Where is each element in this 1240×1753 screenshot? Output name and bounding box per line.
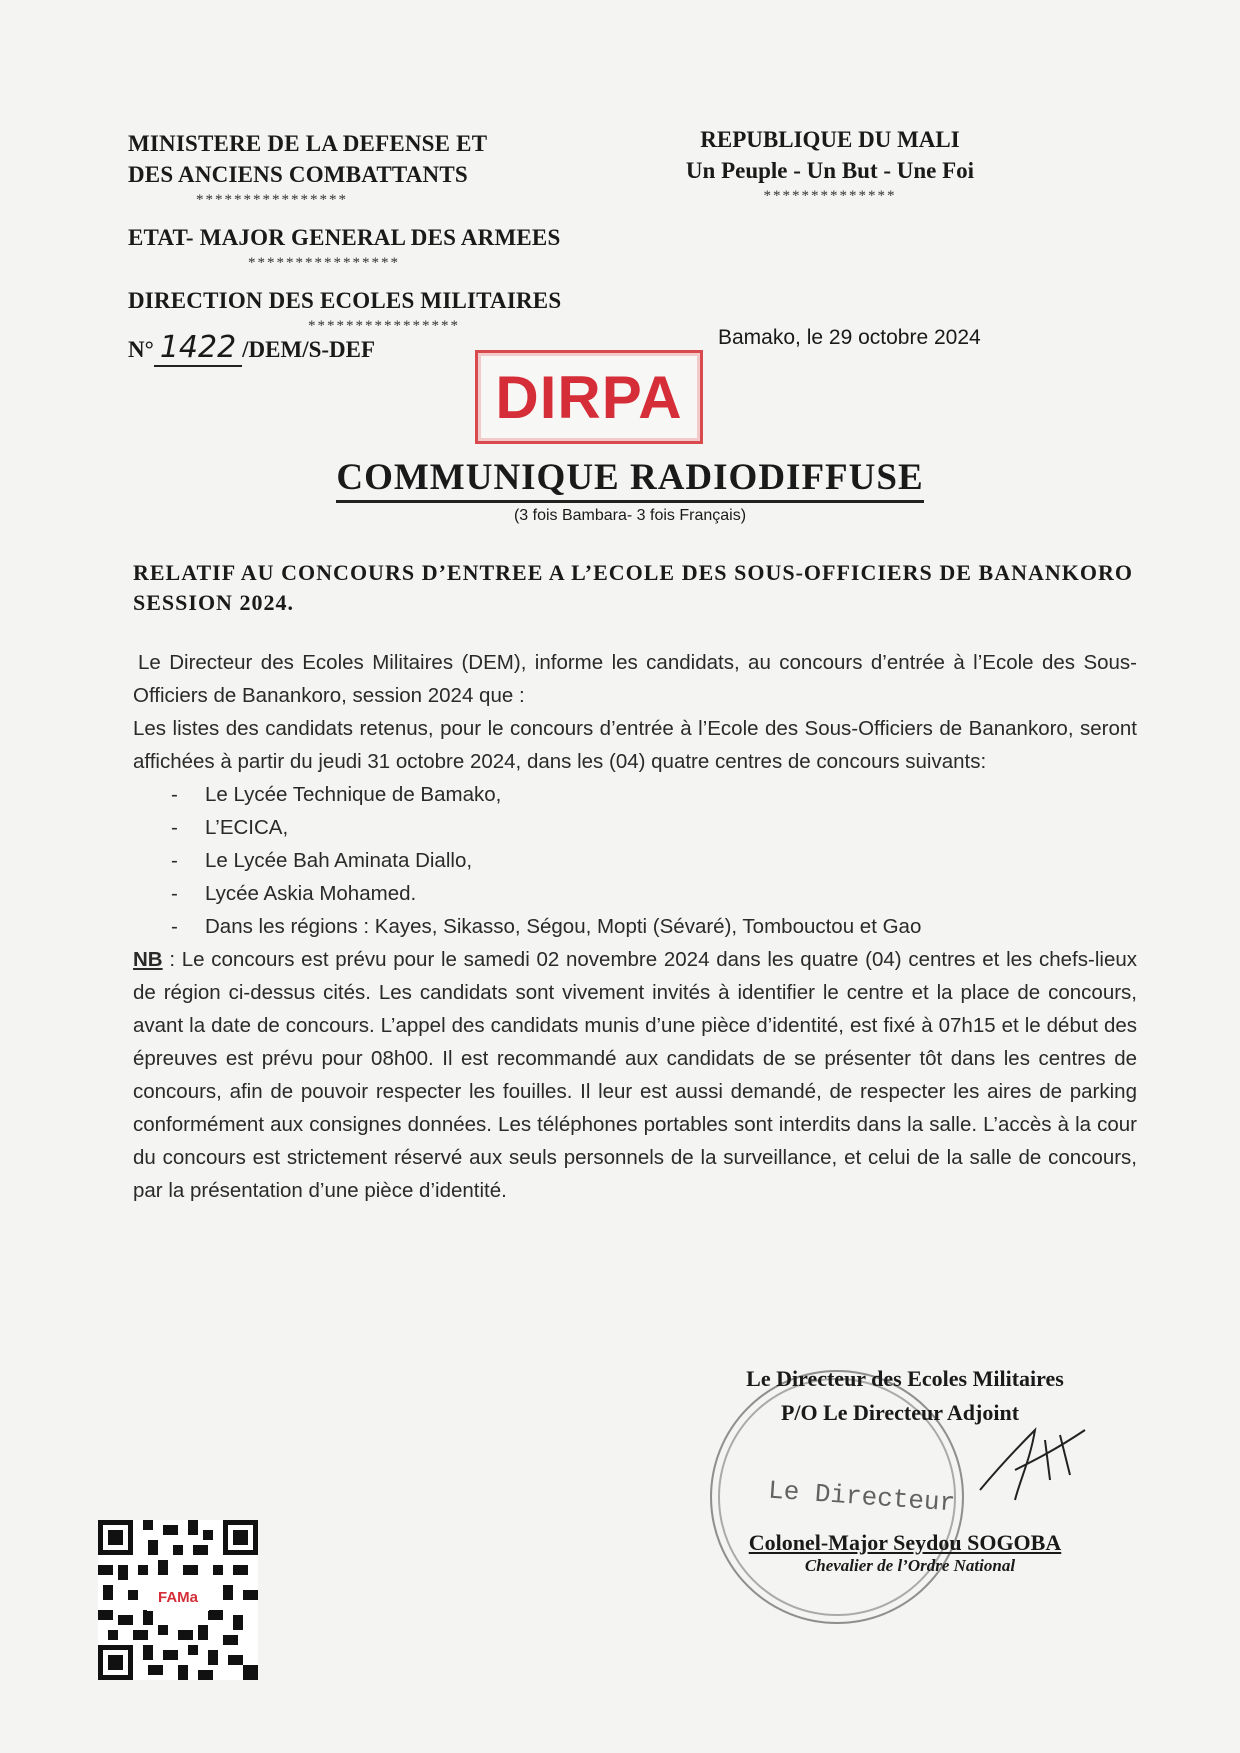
separator-stars-1: ****************	[196, 192, 348, 208]
fama-logo	[147, 1583, 209, 1611]
ministry-line-1: MINISTERE DE LA DEFENSE ET	[128, 131, 488, 156]
signature-block	[680, 1362, 1100, 1576]
intro-paragraph: Le Directeur des Ecoles Militaires (DEM), informe les candidats, au concours d’entrée à l’Ecole des Sous-Officiers de Banankoro, session 2024 que :	[133, 651, 1137, 707]
reference-prefix: N°	[128, 337, 154, 362]
list-item: - L’ECICA,	[171, 811, 1137, 844]
document-title-block	[0, 456, 1240, 525]
document-title: COMMUNIQUE RADIODIFFUSE	[336, 456, 923, 503]
republic-motto: Un Peuple - Un But - Une Foi	[685, 158, 975, 183]
ministry-line-2: DES ANCIENS COMBATTANTS	[128, 162, 468, 187]
ministry-line-4: DIRECTION DES ECOLES MILITAIRES	[128, 288, 562, 313]
nb-label: NB	[133, 948, 163, 971]
seal-text: Le Directeur	[767, 1475, 957, 1519]
signatory-name: Colonel-Major Seydou SOGOBA	[748, 1530, 1062, 1555]
exam-centres-list	[133, 778, 1137, 943]
separator-stars-3: ****************	[308, 318, 460, 334]
signatory-title: Le Directeur des Ecoles Militaires	[746, 1366, 1064, 1391]
separator-stars-2: ****************	[248, 255, 400, 271]
nb-paragraph	[133, 943, 1137, 1207]
fama-logo-text: FAMa	[157, 1588, 198, 1606]
list-item: - Le Lycée Technique de Bamako,	[171, 778, 1137, 811]
dirpa-stamp	[475, 350, 703, 444]
republic-stars: **************	[763, 188, 897, 204]
reference-handwritten-number: 1422	[154, 330, 242, 367]
signatory-proxy: P/O Le Directeur Adjoint	[780, 1400, 1020, 1425]
communique-body	[133, 646, 1137, 1207]
list-item: - Le Lycée Bah Aminata Diallo,	[171, 844, 1137, 877]
document-date: Bamako, le 29 octobre 2024	[718, 326, 981, 349]
republic-header	[650, 124, 1010, 204]
nb-text: : Le concours est prévu pour le samedi 02 novembre 2024 dans les quatre (04) centres et les chefs-lieux de région ci-dessus cités. Les candidats sont vivement invités à identifier le centre et la place de concours, avant la date de concours. L’appel des candidats munis d’une pièce d’identité, est fixé à 07h15 et le début des épreuves est prévu pour 08h00. Il est recommandé aux candidats de se présenter tôt dans les centres de concours, afin de pouvoir respecter les fouilles. Il leur est aussi demandé, de respecter les aires de parking conformément aux consignes données. Les téléphones portables sont interdits dans la salle. L’accès à la cour du concours est strictement réservé aux seuls personnels de la surveillance, et celui de la salle de concours, par la présentation d’une pièce d’identité.	[133, 948, 1137, 1202]
lists-paragraph: Les listes des candidats retenus, pour le concours d’entrée à l’Ecole des Sous-Officiers de Banankoro, seront affichées à partir du jeudi 31 octobre 2024, dans les (04) quatre centres de concours suivants:	[133, 717, 1137, 773]
republic-name: REPUBLIQUE DU MALI	[700, 127, 960, 152]
list-item: - Dans les régions : Kayes, Sikasso, Ségou, Mopti (Sévaré), Tombouctou et Gao	[171, 910, 1137, 943]
ministry-line-3: ETAT- MAJOR GENERAL DES ARMEES	[128, 225, 561, 250]
reference-number	[128, 330, 375, 365]
reference-suffix: /DEM/S-DEF	[242, 337, 376, 362]
list-item: - Lycée Askia Mohamed.	[171, 877, 1137, 910]
ministry-header	[128, 128, 648, 338]
signatory-distinction: Chevalier de l’Ordre National	[804, 1556, 1016, 1575]
dirpa-stamp-text: DIRPA	[495, 363, 683, 431]
document-subtitle: (3 fois Bambara- 3 fois Français)	[513, 507, 747, 524]
subject-line: RELATIF AU CONCOURS D’ENTREE A L’ECOLE DES SOUS-OFFICIERS DE BANANKORO SESSION 2024.	[133, 560, 1133, 615]
